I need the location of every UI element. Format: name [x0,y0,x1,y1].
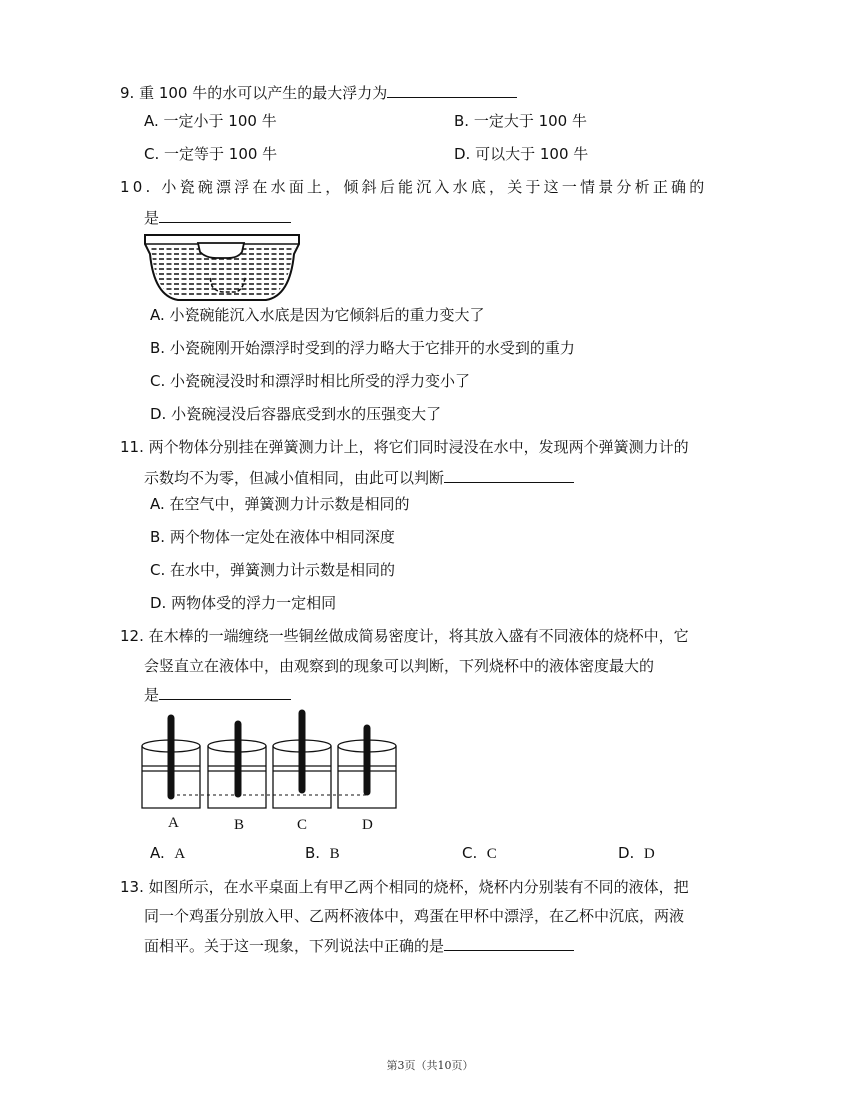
answer-blank[interactable] [159,684,291,700]
q9-option-b: B. 一定大于 100 牛 [454,112,587,130]
q12-option-d-letter: D. [618,844,635,862]
q10-option-c: C. 小瓷碗浸没时和漂浮时相比所受的浮力变小了 [150,372,471,390]
q12-stem-line1: 12. 在木棒的一端缠绕一些铜丝做成简易密度计，将其放入盛有不同液体的烧杯中，它 [120,627,689,645]
q13-stem-line3 [144,935,574,956]
answer-blank[interactable] [444,467,574,483]
q9-stem [120,82,517,103]
q10-stem-line1: 10. 小瓷碗漂浮在水面上，倾斜后能沉入水底，关于这一情景分析正确的 [120,178,708,196]
q10-option-b: B. 小瓷碗刚开始漂浮时受到的浮力略大于它排开的水受到的重力 [150,339,575,357]
q12-option-b-value: B [329,846,340,862]
q12-option-a [150,843,185,864]
q12-option-a-value: A [174,846,186,862]
q10-stem-line2 [144,207,291,228]
q13-stem-text: 面相平。关于这一现象，下列说法中正确的是 [144,937,445,955]
q12-option-b [305,843,340,864]
q9-option-c: C. 一定等于 100 牛 [144,145,278,163]
q10-option-d: D. 小瓷碗浸没后容器底受到水的压强变大了 [150,405,442,423]
beaker-label-b: B [234,817,245,833]
beaker-label-c: C [297,817,308,833]
q9-stem-text: 9. 重 100 牛的水可以产生的最大浮力为 [120,84,388,102]
beaker-label-a: A [168,815,179,831]
beaker-label-d: D [362,817,373,833]
answer-blank[interactable] [387,82,517,98]
q12-option-d-value: D [643,846,655,862]
q9-option-a: A. 一定小于 100 牛 [144,112,277,130]
q11-option-b: B. 两个物体一定处在液体中相同深度 [150,528,395,546]
q12-stem-line2: 会竖直立在液体中，由观察到的现象可以判断，下列烧杯中的液体密度最大的 [144,657,655,675]
q9-option-d: D. 可以大于 100 牛 [454,145,589,163]
page-footer: 第3页（共10页） [386,1059,474,1072]
answer-blank[interactable] [444,935,574,951]
q12-option-a-letter: A. [150,844,165,862]
q12-option-b-letter: B. [305,844,321,862]
q10-stem-text: 是 [144,209,160,227]
q11-stem-line2 [144,467,574,488]
q13-stem-line1: 13. 如图所示，在水平桌面上有甲乙两个相同的烧杯，烧杯内分别装有不同的液体，把 [120,878,689,896]
answer-blank[interactable] [159,207,291,223]
q12-stem-text: 是 [144,686,160,704]
q12-option-d [618,843,655,864]
q11-option-a: A. 在空气中，弹簧测力计示数是相同的 [150,495,410,513]
q12-option-c [462,843,497,864]
q11-option-d: D. 两物体受的浮力一定相同 [150,594,337,612]
q12-beakers-figure [138,708,400,812]
q11-stem-line1: 11. 两个物体分别挂在弹簧测力计上，将它们同时浸没在水中，发现两个弹簧测力计的 [120,438,689,456]
q11-option-c: C. 在水中，弹簧测力计示数是相同的 [150,561,396,579]
q12-stem-line3 [144,684,291,705]
q11-stem-text: 示数均不为零，但减小值相同，由此可以判断 [144,469,445,487]
q13-stem-line2: 同一个鸡蛋分别放入甲、乙两杯液体中，鸡蛋在甲杯中漂浮，在乙杯中沉底，两液 [144,907,685,925]
q12-option-c-letter: C. [462,844,478,862]
q12-option-c-value: C [486,846,497,862]
q10-option-a: A. 小瓷碗能沉入水底是因为它倾斜后的重力变大了 [150,306,485,324]
q10-bowl-figure [144,232,300,302]
